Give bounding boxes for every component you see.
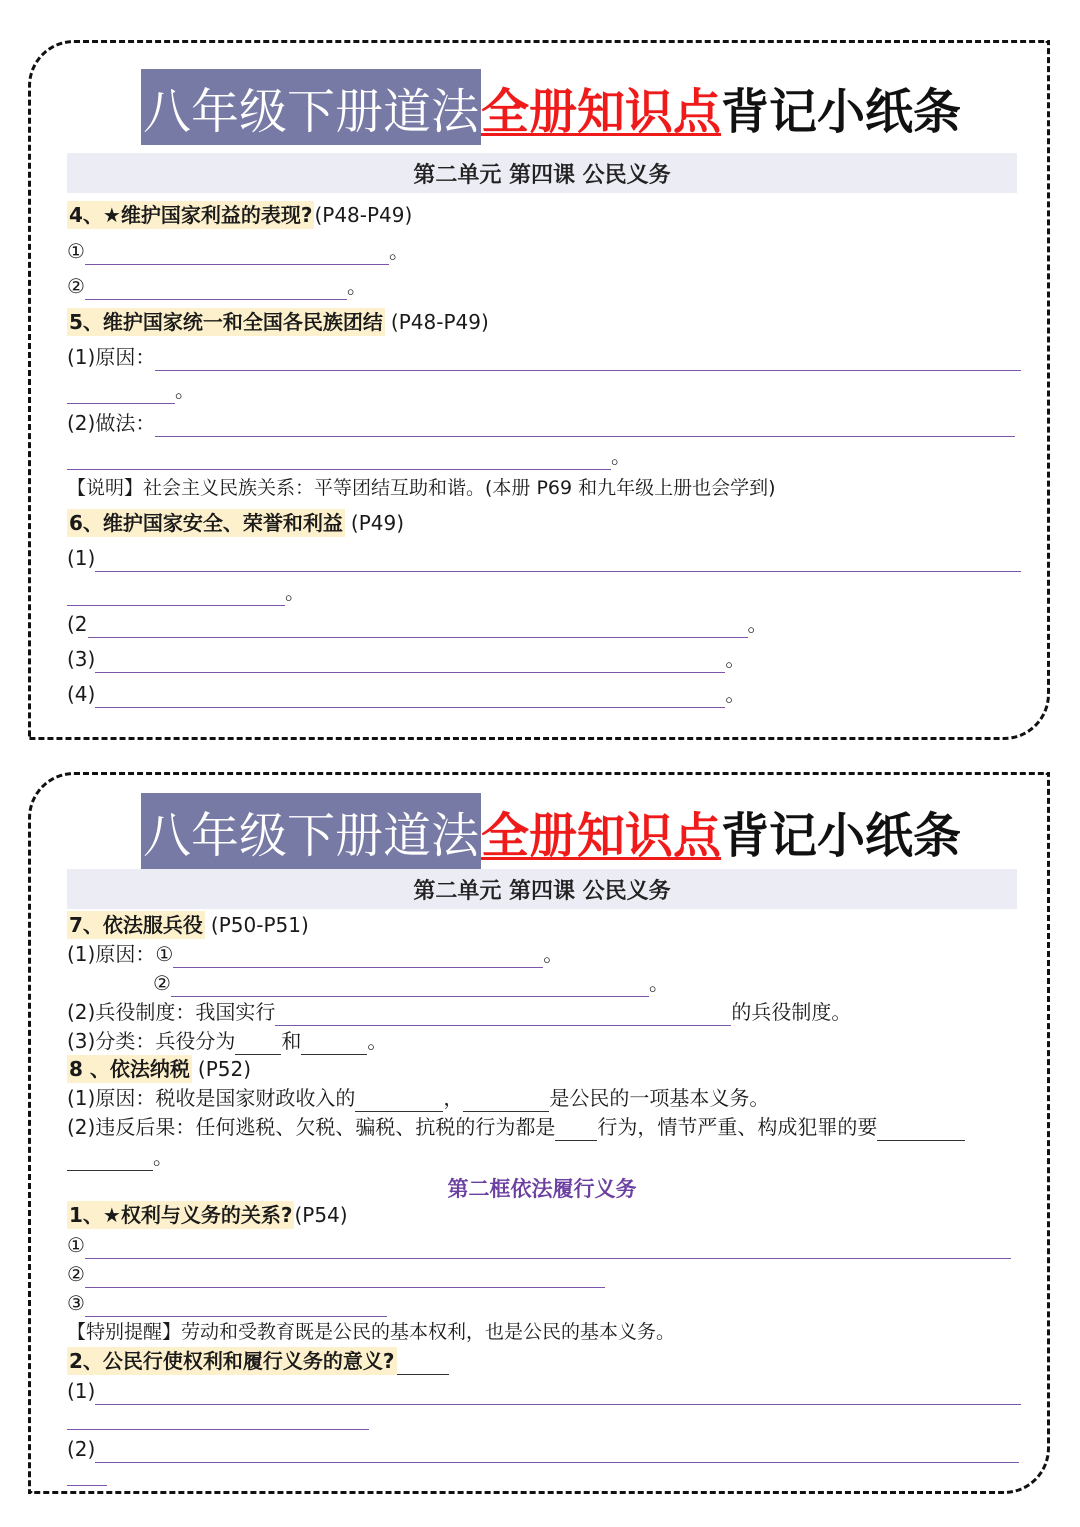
question-7 [67,911,309,939]
unit-title: 第二单元 第四课 公民义务 [67,869,1017,909]
banner-part-grade: 八年级下册道法 [141,793,481,869]
period: 。 [175,378,195,402]
question-5 [67,308,489,336]
q7-class-text: (3)分类：兵役分为 [67,1029,236,1053]
q8-reason-suffix: 是公民的一项基本义务。 [549,1086,770,1110]
q4-marker-1: ① [67,239,85,263]
q6-blank-1b[interactable] [67,583,285,606]
s2-blank-2[interactable] [95,1440,1019,1463]
q5-reason-blank-2[interactable] [67,381,175,404]
question-8 [67,1055,251,1083]
q7-reason-blank-1[interactable] [173,945,543,968]
note-card-1 [28,40,1050,740]
q4-blank-2[interactable] [85,277,347,300]
q5-method-blank[interactable] [155,414,1015,437]
q6-blank-4[interactable] [95,685,725,708]
period: 。 [346,274,367,298]
q8-consequence [67,1113,965,1141]
q6-blank-1[interactable] [95,549,1021,572]
banner-title [141,69,961,145]
s1-blank-3[interactable] [85,1294,387,1317]
period: 。 [725,682,746,706]
q7-system [67,998,851,1026]
s2-blank-1b[interactable] [67,1407,369,1430]
s1-blank-2[interactable] [85,1265,605,1288]
q8-consequence-cont [67,1143,173,1171]
question-6 [67,509,404,537]
q7-reason-marker-2: ② [153,971,171,995]
period: 。 [153,1145,173,1169]
q6-marker-3: (3) [67,647,96,671]
q6-answer-4 [67,680,745,708]
q6-marker-4: (4) [67,682,96,706]
s2-answer-1 [67,1377,1021,1405]
q6-marker-1: (1) [67,546,96,570]
q7-class-blank-2[interactable] [301,1032,367,1055]
q7-reason-blank-2[interactable] [171,974,649,997]
q5-reason-blank[interactable] [155,348,1021,371]
q5-reason-cont [67,376,195,404]
section-question-1-pages: (P54) [294,1203,348,1227]
q6-marker-2: (2 [67,612,88,636]
q4-blank-1[interactable] [85,242,389,265]
question-7-pages: (P50-P51) [210,913,309,937]
q7-system-blank[interactable] [275,1003,731,1026]
note-card-2 [28,772,1050,1494]
q6-blank-3[interactable] [95,650,725,673]
banner-part-suffix: 背记小纸条 [721,807,962,864]
s1-marker-1: ① [67,1233,85,1257]
s1-marker-2: ② [67,1262,85,1286]
special-reminder: 【特别提醒】劳动和受教育既是公民的基本权利，也是公民的基本义务。 [67,1321,676,1343]
banner-part-suffix: 背记小纸条 [721,83,962,140]
section-question-1-title: 1、★权利与义务的关系? [69,1203,293,1227]
s1-answer-3 [67,1289,387,1317]
q5-method-blank-2[interactable] [67,447,611,470]
period: 。 [725,647,746,671]
section-question-2-title: 2、公民行使权利和履行义务的意义? [69,1349,395,1373]
q7-class-and: 和 [281,1029,302,1053]
q6-answer-1 [67,544,1021,572]
q6-answer-1-cont [67,578,305,606]
question-5-title: 5、维护国家统一和全国各民族团结 [69,310,383,334]
q5-method [67,409,1015,437]
section-question-1 [67,1201,348,1229]
question-4 [67,201,412,229]
banner-part-grade: 八年级下册道法 [141,69,481,145]
banner-part-highlight: 全册知识点 [481,807,722,864]
q5-method-label: (2)做法： [67,411,156,435]
q8-consequence-text-2: 行为，情节严重、构成犯罪的要 [597,1115,878,1139]
question-5-pages: (P48-P49) [390,310,489,334]
q5-method-cont [67,442,631,470]
s2-answer-2 [67,1435,1019,1463]
q6-answer-3 [67,645,745,673]
s2-blank-2b[interactable] [67,1463,107,1486]
question-7-title: 7、依法服兵役 [69,913,203,937]
question-6-pages: (P49) [350,511,405,535]
banner-title [141,793,961,869]
q7-reason-2 [153,969,669,997]
question-4-pages: (P48-P49) [314,203,413,227]
q4-marker-2: ② [67,274,85,298]
q7-system-text: (2)兵役制度：我国实行 [67,1000,276,1024]
q7-system-suffix: 的兵役制度。 [731,1000,852,1024]
question-8-title: 8 、依法纳税 [69,1057,190,1081]
s1-marker-3: ③ [67,1291,85,1315]
q5-reason-label: (1)原因： [67,345,156,369]
q7-reason-label: (1)原因：① [67,942,174,966]
period: 。 [611,444,631,468]
q8-consequence-blank-2[interactable] [877,1118,965,1141]
q8-reason-text: (1)原因：税收是国家财政收入的 [67,1086,356,1110]
q6-answer-2 [67,610,768,638]
period: 。 [388,239,409,263]
s2-blank-1[interactable] [95,1382,1021,1405]
section-heading: 第二框依法履行义务 [447,1177,637,1201]
q4-answer-1 [67,237,409,265]
s1-answer-2 [67,1260,605,1288]
q8-reason-blank-2[interactable] [463,1089,549,1112]
period: 。 [747,612,768,636]
s2-answer-2-cont [67,1463,107,1486]
q8-consequence-text: (2)违反后果：任何逃税、欠税、骗税、抗税的行为都是 [67,1115,556,1139]
question-6-title: 6、维护国家安全、荣誉和利益 [69,511,343,535]
s2-title-blank[interactable] [397,1352,449,1375]
q6-blank-2[interactable] [88,615,748,638]
period: 。 [285,580,305,604]
unit-title: 第二单元 第四课 公民义务 [67,153,1017,193]
question-4-title: 4、★维护国家利益的表现? [69,203,313,227]
period: 。 [367,1029,388,1053]
q8-reason-blank-1[interactable] [355,1089,443,1112]
q7-class-blank-1[interactable] [235,1032,281,1055]
q5-reason [67,343,1021,371]
s2-answer-1-cont [67,1407,369,1430]
s2-marker-1: (1) [67,1379,96,1403]
s2-marker-2: (2) [67,1437,96,1461]
q8-reason-comma: ， [443,1086,464,1110]
s1-answer-1 [67,1231,1011,1259]
q8-consequence-blank-3[interactable] [67,1148,153,1171]
q7-reason-1 [67,940,563,968]
period: 。 [543,942,564,966]
question-8-pages: (P52) [197,1057,252,1081]
q8-reason [67,1084,769,1112]
period: 。 [648,971,669,995]
banner-part-highlight: 全册知识点 [481,83,722,140]
q7-classification [67,1027,387,1055]
section-question-2 [67,1347,449,1375]
q4-answer-2 [67,272,367,300]
s1-blank-1[interactable] [85,1236,1011,1259]
q8-consequence-blank-1[interactable] [555,1118,597,1141]
explanation-note: 【说明】社会主义民族关系：平等团结互助和谐。(本册 P69 和九年级上册也会学到) [67,477,776,499]
